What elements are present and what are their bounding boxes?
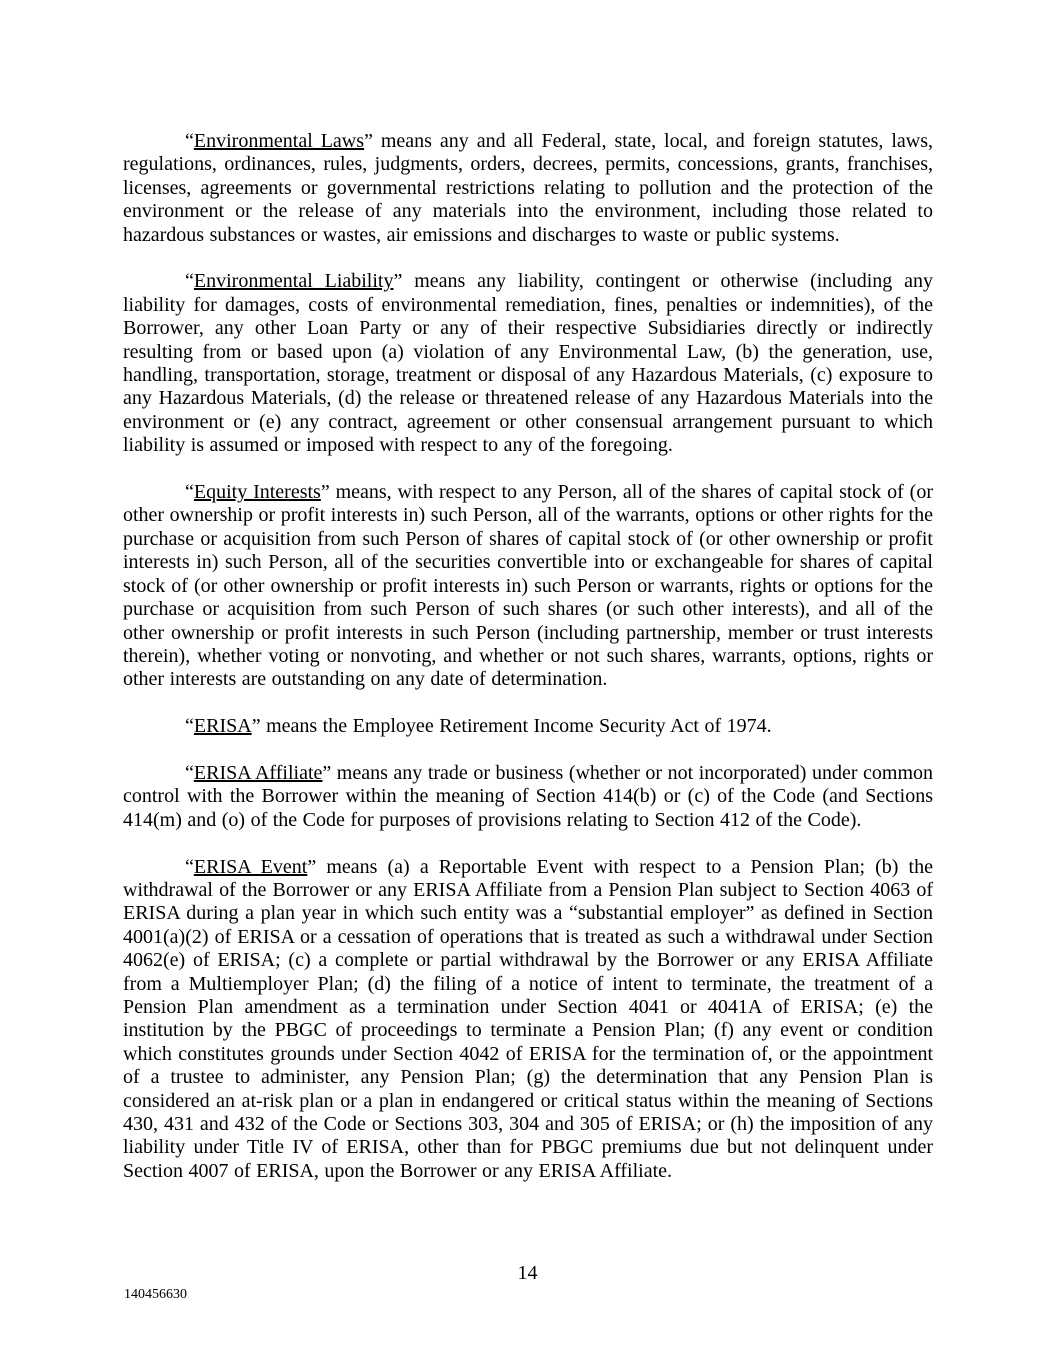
- definition-paragraph-environmental-laws: [123, 130, 933, 247]
- definition-paragraph-erisa-affiliate: [123, 762, 933, 832]
- open-quote: “: [185, 481, 194, 504]
- open-quote: “: [185, 130, 194, 152]
- close-quote: ”: [307, 855, 317, 878]
- document-body: [123, 130, 933, 1207]
- definition-paragraph-erisa: [123, 715, 933, 738]
- close-quote: ”: [322, 761, 332, 784]
- close-quote: ”: [320, 481, 330, 504]
- open-quote: “: [185, 270, 194, 293]
- definition-text: means, with respect to any Person, all of the shares of capital stock of (or other ownership or profit interests in) such Person, all of the warrants, options or other rights for the purchase or acquisition from such Person of shares of capital stock of (or other ownership or profit interests in) such Person, all of the securities convertible into or exchangeable for shares of capital stock of (or other ownership or profit interests in) such Person or warrants, rights or options for the purchase or acquisition from such Person of such shares (or such other interests), and all of the other ownership or profit interests in such Person (including partnership, member or trust interests therein), whether voting or nonvoting, and whether or not such shares, warrants, options, rights or other interests are outstanding on any date of determination.: [123, 481, 933, 691]
- defined-term: ERISA: [193, 715, 252, 738]
- defined-term: ERISA Event: [193, 855, 308, 878]
- open-quote: “: [185, 855, 194, 878]
- defined-term: Environmental Laws: [193, 130, 365, 152]
- close-quote: ”: [393, 270, 403, 293]
- definition-text: means (a) a Reportable Event with respect to a Pension Plan; (b) the withdrawal of the Borrower or any ERISA Affiliate from a Pension Plan subject to Section 4063 of ERISA during a plan year in which such entity was a “substantial employer” as defined in Section 4001(a)(2) of ERISA or a cessation of operations that is treated as such a withdrawal under Section 4062(e) of ERISA; (c) a complete or partial withdrawal by the Borrower or any ERISA Affiliate from a Multiemployer Plan; (d) the filing of a notice of intent to terminate, the treatment of a Pension Plan amendment as a termination under Section 4041 or 4041A of ERISA; (e) the institution by the PBGC of proceedings to terminate a Pension Plan; (f) any event or condition which constitutes grounds under Section 4042 of ERISA for the termination of, or the appointment of a trustee to administer, any Pension Plan; (g) the determination that any Pension Plan is considered an at-risk plan or a plan in endangered or critical status within the meaning of Sections 430, 431 and 432 of the Code or Sections 303, 304 and 305 of ERISA; or (h) the imposition of any liability under Title IV of ERISA, other than for PBGC premiums due but not delinquent under Section 4007 of ERISA, upon the Borrower or any ERISA Affiliate.: [123, 855, 933, 1182]
- definition-text: means any liability, contingent or otherwise (including any liability for damages, costs of environmental remediation, fines, penalties or indemnities), of the Borrower, any other Loan Party or any of their respective Subsidiaries directly or indirectly resulting from or based upon (a) violation of any Environmental Law, (b) the generation, use, handling, transportation, storage, treatment or disposal of any Hazardous Materials, (c) exposure to any Hazardous Materials, (d) the release or threatened release of any Hazardous Materials into the environment or (e) any contract, agreement or other consensual arrangement pursuant to which liability is assumed or imposed with respect to any of the foregoing.: [123, 270, 934, 457]
- definition-paragraph-environmental-liability: [123, 270, 933, 457]
- definition-paragraph-erisa-event: [123, 856, 933, 1184]
- definition-text: means the Employee Retirement Income Security Act of 1974.: [260, 715, 772, 738]
- open-quote: “: [185, 715, 194, 738]
- close-quote: ”: [364, 130, 373, 152]
- defined-term: Environmental Liability: [193, 270, 394, 293]
- definition-text: means any and all Federal, state, local, and foreign statutes, laws, regulations, ordinances, rules, judgments, orders, decrees, permits, concessions, grants, franchises, licenses, agreements or governmental restrictions relating to pollution and the protection of the environment or the release of any materials into the environment, including those related to hazardous substances or wastes, air emissions and discharges to waste or public systems.: [123, 130, 933, 246]
- defined-term: Equity Interests: [193, 481, 321, 504]
- definition-text: means any trade or business (whether or not incorporated) under common control with the Borrower within the meaning of Section 414(b) or (c) of the Code (and Sections 414(m) and (o) of the Code for purposes of provisions relating to Section 412 of the Code).: [123, 761, 933, 831]
- defined-term: ERISA Affiliate: [193, 761, 323, 784]
- close-quote: ”: [251, 715, 261, 738]
- page-number: 14: [517, 1262, 538, 1284]
- open-quote: “: [185, 761, 194, 784]
- definition-paragraph-equity-interests: [123, 481, 933, 692]
- document-id: 140456630: [124, 1287, 187, 1302]
